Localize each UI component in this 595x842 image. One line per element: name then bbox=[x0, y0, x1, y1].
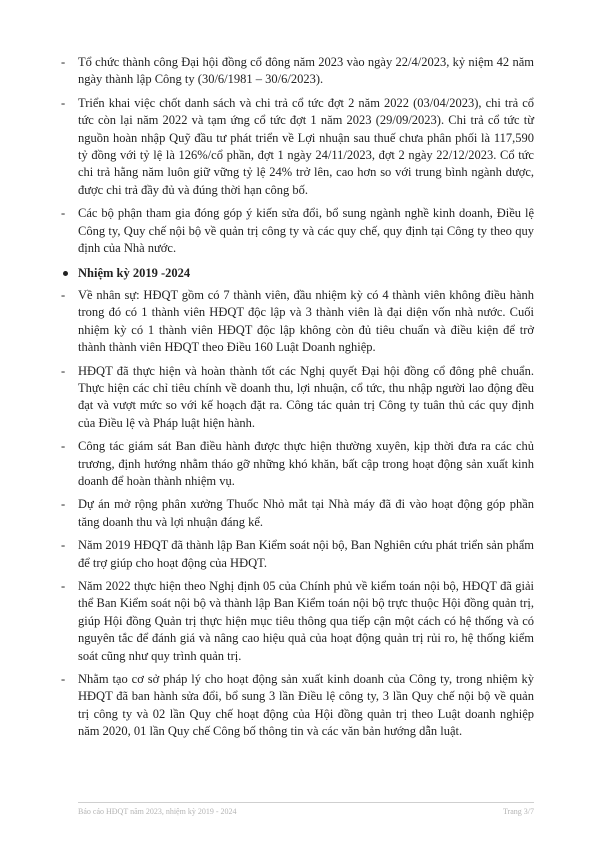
dash-marker: - bbox=[61, 578, 66, 593]
dash-marker: - bbox=[61, 363, 66, 378]
list-item bbox=[61, 496, 534, 531]
paragraph-resolutions: HĐQT đã thực hiện và hoàn thành tốt các Nghị quyết Đại hội đồng cổ đông phê chuẩn. Thực hiện các chỉ tiêu chính về doanh thu, lợi nhuận, cổ tức, thu nhập người lao động đều đạt và vượt mức so với kế hoạch đặt ra. Công tác quản trị Công ty tuân thủ các quy định của Điều lệ và Pháp luật hiện hành. bbox=[78, 363, 534, 430]
list-item bbox=[61, 578, 534, 665]
list-item bbox=[61, 205, 534, 257]
section-term-2019-2024 bbox=[78, 265, 534, 282]
dash-marker: - bbox=[61, 95, 66, 110]
list-item bbox=[61, 537, 534, 572]
paragraph-dividend: Triển khai việc chốt danh sách và chi trả cổ tức đợt 2 năm 2022 (03/04/2023), chi trả cổ tức còn lại năm 2022 và tạm ứng cổ tức đợt 1 năm 2023 (29/09/2023). Chi trả cổ tức từ nguồn hoàn nhập Quỹ đầu tư phát triển về Lợi nhuận sau thuế chưa phân phối là 117,590 tỷ đồng với tỷ lệ là 126%/cổ phần, đợt 1 ngày 24/11/2023, đợt 2 ngày 22/12/2023. Cổ tức chi trả hằng năm luôn giữ vững tỷ lệ 24% trở lên, cao hơn so với trung bình ngành dược, được chi trả đầy đủ và đúng thời hạn công bố. bbox=[78, 95, 534, 197]
page-content bbox=[61, 54, 534, 747]
footer-page-number: Trang 3/7 bbox=[502, 807, 534, 816]
list-item bbox=[61, 95, 534, 199]
paragraph-supervision: Công tác giám sát Ban điều hành được thực hiện thường xuyên, kịp thời đưa ra các chủ trương, định hướng nhằm tháo gỡ những khó khăn, bất cập trong hoạt động sản xuất kinh doanh để hoàn thành nhiệm vụ. bbox=[78, 439, 534, 488]
paragraph-eye-drop-project: Dự án mở rộng phân xưởng Thuốc Nhỏ mắt tại Nhà máy đã đi vào hoạt động góp phần tăng doanh thu và lợi nhuận đáng kể. bbox=[78, 497, 534, 529]
paragraph-legal-framework: Nhằm tạo cơ sở pháp lý cho hoạt động sản xuất kinh doanh của Công ty, trong nhiệm kỳ HĐQT đã ban hành sửa đổi, bổ sung 3 lần Điều lệ công ty, 3 lần Quy chế nội bộ về quản trị công ty và 02 lần Quy chế hoạt động của Hội đồng quản trị theo Luật doanh nghiệp năm 2020, 01 lần Quy chế Công bố thông tin và các văn bản hướng dẫn luật. bbox=[78, 672, 534, 739]
paragraph-internal-audit: Năm 2022 thực hiện theo Nghị định 05 của Chính phủ về kiểm toán nội bộ, HĐQT đã giải thể Ban Kiểm soát nội bộ và thành lập Ban Kiểm toán nội bộ trực thuộc Hội đồng quản trị, giúp Hội đồng Quản trị thực hiện mục tiêu thông qua tiếp cận một cách có hệ thống và có nguyên tắc để đánh giá và nâng cao hiệu quả của hoạt động quản trị rủi ro, hệ thống kiểm soát cũng như quy trình quản trị. bbox=[78, 578, 534, 663]
footer-report-title: Báo cáo HĐQT năm 2023, nhiệm kỳ 2019 - 2024 bbox=[78, 807, 237, 816]
list-item bbox=[61, 438, 534, 490]
paragraph-2019-boards: Năm 2019 HĐQT đã thành lập Ban Kiểm soát nội bộ, Ban Nghiên cứu phát triển sản phẩm để trợ giúp cho hoạt động của HĐQT. bbox=[78, 538, 534, 570]
paragraph-charter-amendment: Các bộ phận tham gia đóng góp ý kiến sửa đổi, bổ sung ngành nghề kinh doanh, Điều lệ Công ty, Quy chế nội bộ về quản trị công ty và các quy chế, quy định tại Công ty theo quy định của Nhà nước. bbox=[78, 206, 534, 256]
list-item bbox=[61, 287, 534, 357]
list-item bbox=[61, 363, 534, 433]
paragraph-agm-2023: Tổ chức thành công Đại hội đồng cổ đông năm 2023 vào ngày 22/4/2023, kỷ niệm 42 năm ngày thành lập Công ty (30/6/1981 – 30/6/2023). bbox=[78, 55, 534, 87]
bullet-icon bbox=[63, 271, 68, 276]
dash-marker: - bbox=[61, 497, 66, 512]
list-item bbox=[61, 54, 534, 89]
dash-marker: - bbox=[61, 439, 66, 454]
dash-marker: - bbox=[61, 206, 66, 221]
paragraph-personnel: Về nhân sự: HĐQT gồm có 7 thành viên, đầu nhiệm kỳ có 4 thành viên không điều hành trong đó có 1 thành viên HĐQT độc lập và 3 thành viên là đại diện vốn nhà nước. Cuối nhiệm kỳ có 1 thành viên HĐQT độc lập không còn đủ tiêu chuẩn và điều kiện để trở thành thành viên HĐQT theo Điều 160 Luật Doanh nghiệp. bbox=[78, 287, 534, 355]
page-footer bbox=[78, 802, 534, 816]
dash-marker: - bbox=[61, 55, 66, 69]
list-item bbox=[61, 671, 534, 741]
dash-marker: - bbox=[61, 287, 66, 302]
dash-marker: - bbox=[61, 672, 66, 686]
section-heading: Nhiệm kỳ 2019 -2024 bbox=[78, 266, 191, 281]
dash-marker: - bbox=[61, 538, 66, 553]
